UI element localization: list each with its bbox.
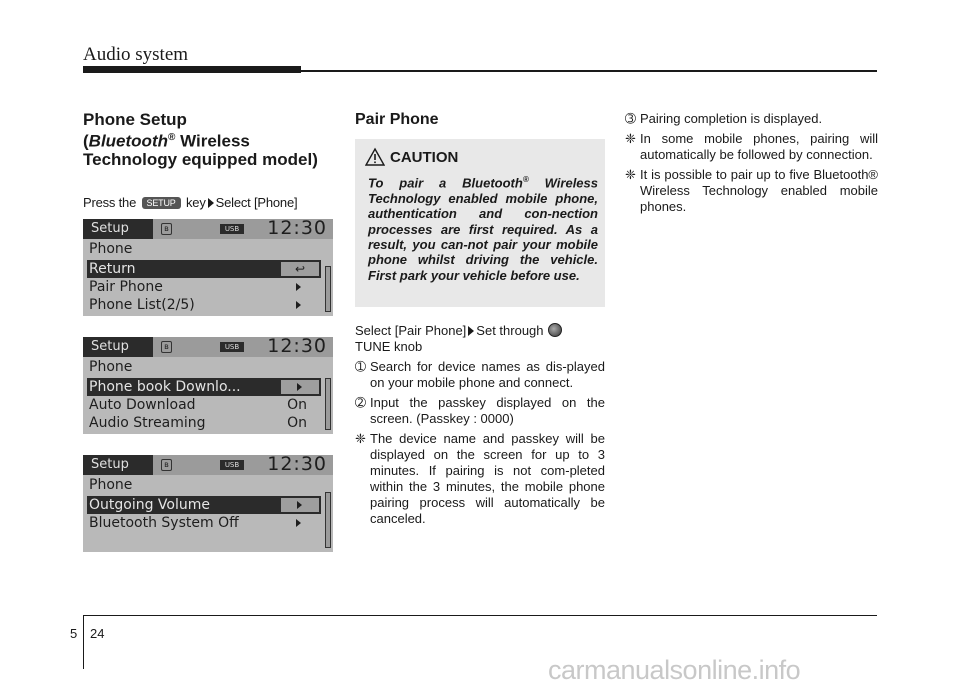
lcd-screen-3 [83,455,333,552]
lcd-row-label: Audio Streaming [89,415,206,431]
list-item [625,111,878,127]
lcd-heading: Phone [89,359,133,375]
lcd-row-audio-streaming [87,414,321,432]
title-paren: ( [83,131,89,151]
caution-title: CAUTION [390,149,459,166]
lcd-scrollbar [325,492,331,548]
usb-icon: USB [220,342,244,352]
section-title-line2 [83,129,343,151]
lcd-row-value: On [287,415,307,431]
bluetooth-icon: ʙ [161,341,172,353]
caution-text-b: Wireless Technology enabled mobile phone, authentication and con-nection processes are first required. As a result, you can-not pair your mobile phone whilst driving the vehicle. First park your vehicle before use. [368,175,598,283]
lcd-heading: Phone [89,477,133,493]
note-marker: ❈ [625,131,636,146]
footer-divider [83,615,84,669]
step-marker: ➀ [355,359,366,374]
lcd-titlebar [83,337,333,357]
note-text: In some mobile phones, pairing will automatically be followed by connection. [640,131,878,162]
caution-reg-mark: ® [522,175,529,184]
arrow-right-icon [468,326,474,336]
arrow-right-icon [296,519,301,527]
caution-text [368,172,598,283]
caution-box [355,139,605,307]
lcd-row-label: Return [89,261,136,277]
press-prefix: Press the [83,195,137,210]
lcd-row-phonebook [87,378,321,396]
lcd-row-label: Pair Phone [89,279,163,295]
lcd-tab-label: Setup [83,219,153,239]
lcd-heading: Phone [89,241,133,257]
watermark: carmanualsonline.info [548,655,801,685]
warning-triangle-icon [365,147,385,167]
list-item [625,167,878,215]
arrow-right-icon [296,301,301,309]
pair-phone-title: Pair Phone [355,111,439,128]
note-text: It is possible to pair up to five Bluetooth® Wireless Technology enabled mobile phones. [640,167,878,214]
pairing-notes [625,111,878,215]
arrow-button-icon [281,380,319,394]
usb-icon: USB [220,460,244,470]
lcd-scrollbar [325,266,331,312]
lcd-row-pair-phone [87,278,321,296]
press-instruction [83,195,297,210]
select-b: Set through [476,323,544,338]
lcd-row-label: Bluetooth System Off [89,515,239,531]
lcd-clock: 12:30 [267,453,327,475]
lcd-row-auto-download [87,396,321,414]
select-a: Select [Pair Phone] [355,323,467,338]
usb-icon: USB [220,224,244,234]
lcd-row-label: Auto Download [89,397,196,413]
note-text: The device name and passkey will be displayed on the screen for up to 3 minutes. If pairing is not com-pleted within the 3 minutes, the mobile phone pairing process will automatically be canceled. [370,431,605,526]
press-suffix: Select [Phone] [215,195,298,210]
lcd-titlebar [83,219,333,239]
step-marker: ➂ [625,111,636,126]
lcd-row-phone-list [87,296,321,314]
note-marker: ❈ [355,431,366,446]
press-key-word: key [185,195,206,210]
lcd-clock: 12:30 [267,217,327,239]
section-title-line3: Technology equipped model) [83,149,318,169]
arrow-right-icon [296,283,301,291]
step-text: Input the passkey displayed on the screen. (Passkey : 0000) [370,395,605,426]
lcd-screen-1 [83,219,333,316]
lcd-row-bt-system-off [87,514,321,532]
list-item [355,395,605,427]
lcd-row-label: Phone List(2/5) [89,297,195,313]
arrow-right-icon [297,501,302,509]
lcd-row-outgoing-volume [87,496,321,514]
footer-rule [83,615,877,616]
section-title-line1: Phone Setup [83,110,187,129]
note-marker: ❈ [625,167,636,182]
header-bar-thick [83,66,301,73]
title-bluetooth: Bluetooth [88,131,168,151]
pair-phone-instructions [355,323,605,527]
list-item [355,359,605,391]
step-marker: ➁ [355,395,366,410]
lcd-screen-2 [83,337,333,434]
select-instruction [355,323,605,355]
lcd-row-label: Phone book Downlo... [89,379,241,395]
list-item [625,131,878,163]
lcd-row-label: Outgoing Volume [89,497,211,513]
arrow-right-icon [208,198,214,208]
header-rule [301,70,877,72]
return-button-icon [281,262,319,276]
arrow-button-icon [281,498,319,512]
lcd-tab-label: Setup [83,337,153,357]
chapter-number: 5 [70,626,78,641]
tune-knob-icon [548,323,562,337]
lcd-tab-label: Setup [83,455,153,475]
lcd-scrollbar [325,378,331,430]
bluetooth-icon: ʙ [161,459,172,471]
lcd-clock: 12:30 [267,335,327,357]
lcd-titlebar [83,455,333,475]
title-wireless: Wireless [175,131,250,151]
title-reg-mark: ® [168,132,176,143]
setup-key-badge: SETUP [142,197,181,209]
lcd-row-value: On [287,397,307,413]
return-icon: ↩ [294,262,306,276]
section-title [83,111,343,169]
header-title: Audio system [83,44,189,65]
list-item [355,431,605,527]
step-text: Search for device names as dis-played on your mobile phone and connect. [370,359,605,390]
caution-text-a: To pair a Bluetooth [368,175,523,191]
arrow-right-icon [297,383,302,391]
lcd-row-return [87,260,321,278]
select-c: TUNE knob [355,339,423,354]
bluetooth-icon: ʙ [161,223,172,235]
step-text: Pairing completion is displayed. [640,111,823,126]
page-number: 24 [90,626,105,641]
